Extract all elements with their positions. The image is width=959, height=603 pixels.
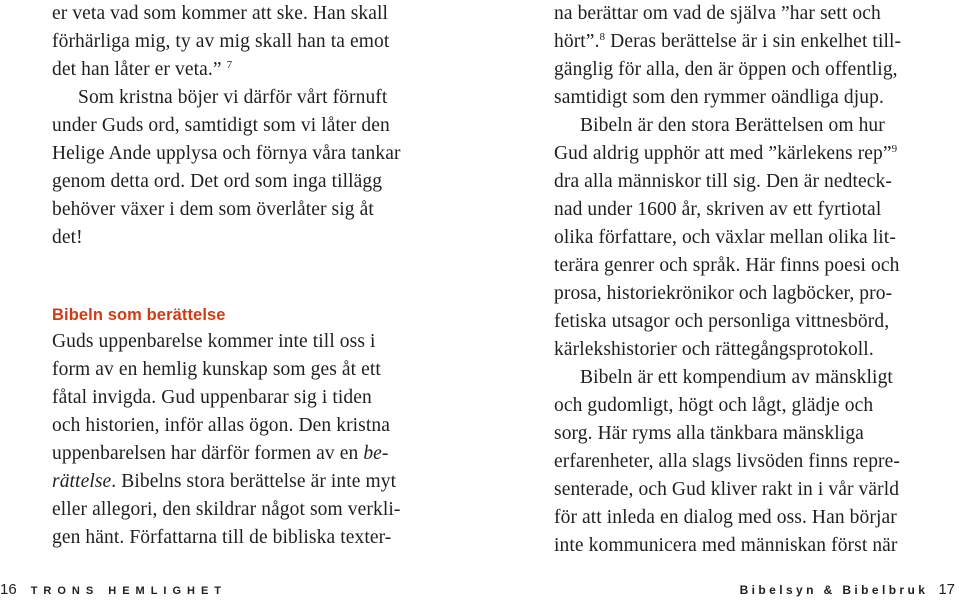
page-number-left: 16 bbox=[0, 581, 17, 598]
text-line: och gudomligt, högt och lågt, glädje och bbox=[554, 395, 874, 416]
right-footer bbox=[740, 581, 955, 598]
text-fragment: Gud aldrig upphör att med ”kärlekens rep” bbox=[554, 143, 892, 164]
text-line bbox=[554, 28, 901, 56]
text-line: det! bbox=[52, 227, 83, 248]
italic-fragment: rättelse bbox=[52, 471, 112, 492]
text-line: eller allegori, den skildrar något som verkli- bbox=[52, 499, 401, 520]
text-line: för att inleda en dialog med oss. Han börjar bbox=[554, 507, 897, 528]
text-line: form av en hemlig kunskap som ges åt ett bbox=[52, 359, 381, 380]
text-line: gen hänt. Författarna till de bibliska texter- bbox=[52, 527, 392, 548]
text-line: inte kommunicera med människan först när bbox=[554, 535, 898, 556]
italic-fragment: be- bbox=[363, 443, 389, 464]
text-line: Bibeln är ett kompendium av mänskligt bbox=[580, 367, 893, 388]
text-line: senterade, och Gud kliver rakt in i vår värld bbox=[554, 479, 900, 500]
text-line bbox=[52, 440, 389, 468]
footnote-ref-8: 8 bbox=[599, 31, 606, 43]
text-line: Bibeln är den stora Berättelsen om hur bbox=[580, 115, 885, 136]
text-fragment: Deras berättelse är i sin enkelhet till- bbox=[605, 31, 902, 52]
text-line: kärlekshistorier och rättegångsprotokoll. bbox=[554, 339, 874, 360]
text-line: er veta vad som kommer att ske. Han skall bbox=[52, 3, 389, 24]
text-line: fetiska utsagor och personliga vittnesbörd, bbox=[554, 311, 890, 332]
text-line: prosa, historiekrönikor och lagböcker, pro- bbox=[554, 283, 893, 304]
text-line: Som kristna böjer vi därför vårt förnuft bbox=[78, 87, 388, 108]
text-line: förhärliga mig, ty av mig skall han ta emot bbox=[52, 31, 390, 52]
text-fragment: . Bibelns stora berättelse är inte myt bbox=[111, 471, 397, 492]
text-line bbox=[52, 56, 232, 84]
footnote-ref-9: 9 bbox=[891, 143, 898, 155]
text-line: erfarenheter, alla slags livsöden finns repre- bbox=[554, 451, 901, 472]
running-head-right: Bibelsyn & Bibelbruk bbox=[739, 583, 929, 597]
text-fragment: uppenbarelsen har därför formen av en bbox=[52, 443, 364, 464]
footnote-ref-7: 7 bbox=[226, 59, 233, 71]
text-line: samtidigt som den rymmer oändliga djup. bbox=[554, 87, 884, 108]
text-line: gänglig för alla, den är öppen och offentlig, bbox=[554, 59, 898, 80]
text-line bbox=[52, 468, 396, 496]
text-line bbox=[554, 140, 897, 168]
text-line: behöver växer i dem som överlåter sig åt bbox=[52, 199, 374, 220]
text-line: och historien, inför allas ögon. Den kristna bbox=[52, 415, 390, 436]
text-fragment: det han låter er veta.” bbox=[52, 59, 222, 80]
text-line: dra alla människor till sig. Den är nedteck- bbox=[554, 171, 892, 192]
text-line: nad under 1600 år, skriven av ett fyrtiotal bbox=[554, 199, 882, 220]
text-line: sorg. Här ryms alla tänkbara mänskliga bbox=[554, 423, 864, 444]
text-line: na berättar om vad de själva ”har sett och bbox=[554, 3, 881, 24]
text-line: terära genrer och språk. Här finns poesi och bbox=[554, 255, 900, 276]
section-heading: Bibeln som berättelse bbox=[52, 306, 226, 324]
text-fragment: hört”. bbox=[554, 31, 600, 52]
text-line: genom detta ord. Det ord som inga tillägg bbox=[52, 171, 383, 192]
text-line: Guds uppenbarelse kommer inte till oss i bbox=[52, 331, 376, 352]
text-line: Helige Ande upplysa och förnya våra tankar bbox=[52, 143, 401, 164]
running-head-left: TRONS HEMLIGHET bbox=[30, 585, 228, 597]
text-line: under Guds ord, samtidigt som vi låter den bbox=[52, 115, 390, 136]
text-line: fåtal invigda. Gud uppenbarar sig i tiden bbox=[52, 387, 372, 408]
page-number-right: 17 bbox=[938, 581, 955, 598]
left-footer bbox=[0, 581, 227, 598]
text-line: olika författare, och växlar mellan olika lit- bbox=[554, 227, 896, 248]
